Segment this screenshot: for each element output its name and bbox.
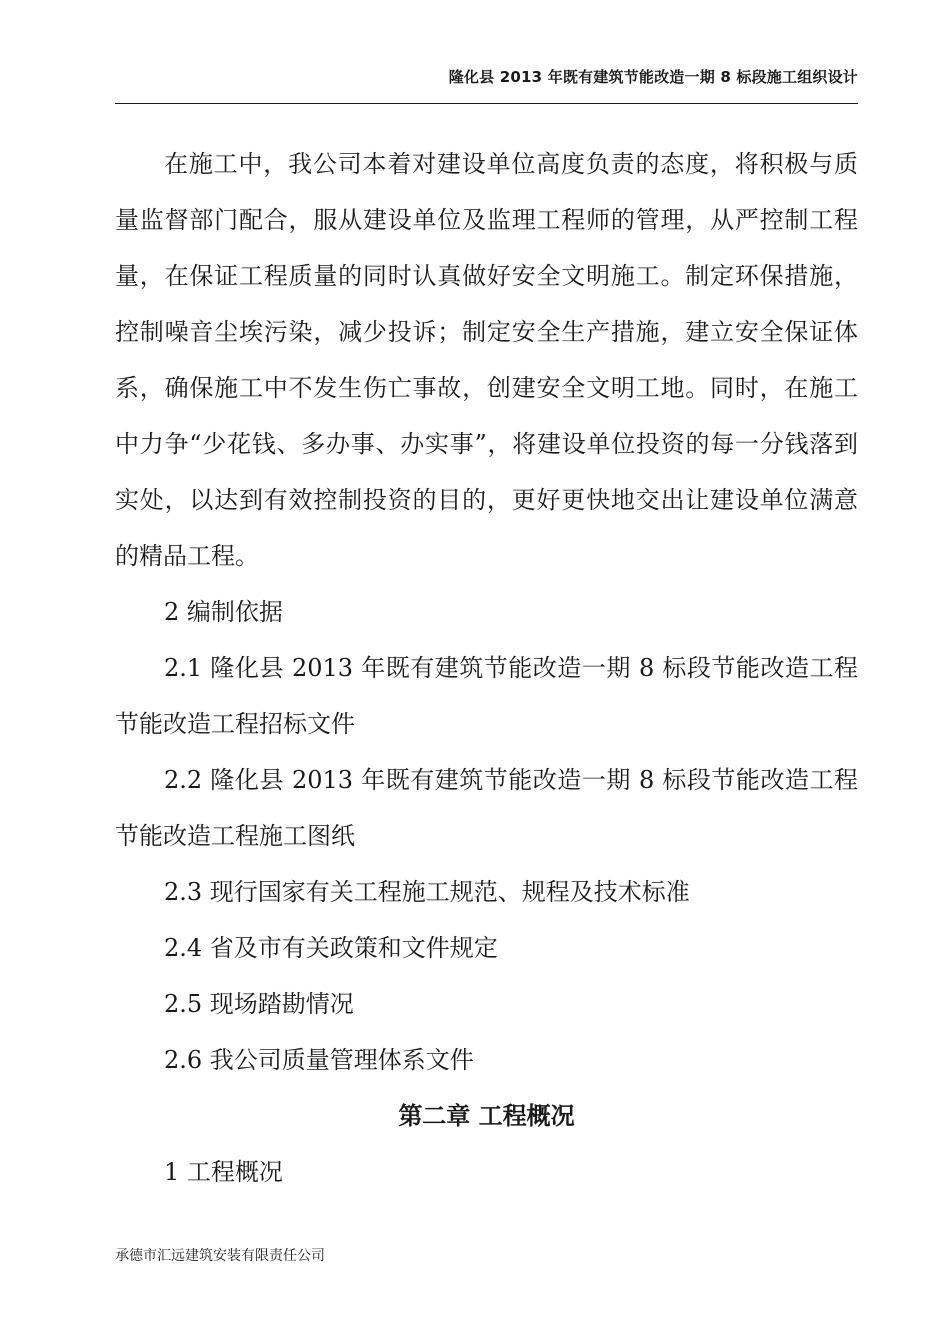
- section-1-heading: 1 工程概况: [164, 1158, 283, 1186]
- list-item: 2.2 隆化县 2013 年既有建筑节能改造一期 8 标段节能改造工程节能改造工程施工图纸: [115, 766, 858, 850]
- running-header-title: 隆化县 2013 年既有建筑节能改造一期 8 标段施工组织设计: [448, 68, 858, 86]
- chapter-title: 第二章 工程概况: [398, 1102, 575, 1130]
- list-item: 2.5 现场踏勘情况: [164, 990, 354, 1018]
- list-item: 2.3 现行国家有关工程施工规范、规程及技术标准: [164, 878, 690, 906]
- header-rule: [115, 103, 858, 104]
- footer-company-name: 承德市汇远建筑安装有限责任公司: [115, 1248, 325, 1264]
- intro-paragraph: 在施工中，我公司本着对建设单位高度负责的态度，将积极与质量监督部门配合，服从建设单位及监理工程师的管理，从严控制工程量，在保证工程质量的同时认真做好安全文明施工。制定环保措施，控制噪音尘埃污染，减少投诉；制定安全生产措施，建立安全保证体系，确保施工中不发生伤亡事故，创建安全文明工地。同时，在施工中力争“少花钱、多办事、办实事”，将建设单位投资的每一分钱落到实处，以达到有效控制投资的目的，更好更快地交出让建设单位满意的精品工程。: [115, 150, 858, 570]
- list-item: 2.6 我公司质量管理体系文件: [164, 1046, 474, 1074]
- section-2-heading: 2 编制依据: [164, 598, 283, 626]
- list-item: 2.4 省及市有关政策和文件规定: [164, 934, 498, 962]
- document-body: [115, 136, 858, 1200]
- list-item: 2.1 隆化县 2013 年既有建筑节能改造一期 8 标段节能改造工程节能改造工程招标文件: [115, 654, 858, 738]
